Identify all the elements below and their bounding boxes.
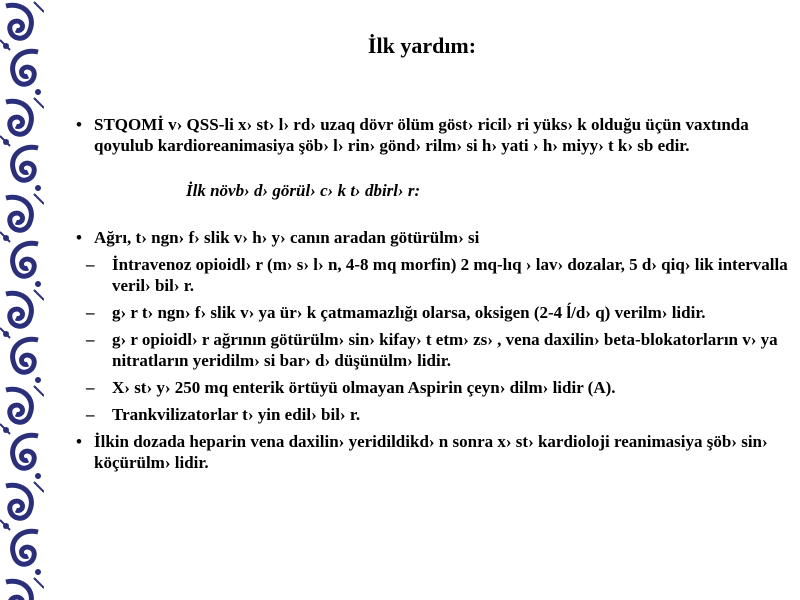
bullet-item xyxy=(76,431,791,473)
paisley-border-decoration xyxy=(0,0,44,600)
item-text: İlk növb› d› görül› c› k t› dbirl› r: xyxy=(186,181,421,200)
sub-bullet-item xyxy=(76,377,791,398)
bullet-marker: • xyxy=(76,115,82,134)
subheading xyxy=(76,180,791,201)
item-text: g› r opioidl› r ağrının götürülm› sin› kifay› t etm› zs› , vena daxilin› beta-blokatorların v› ya nitratların yeridilm› si bar› d› düşünülm› lidir. xyxy=(112,330,778,370)
item-text: STQOMİ v› QSS-li x› st› l› rd› uzaq dövr ölüm göst› ricil› ri yüks› k olduğu üçün vaxtında qoyulub kardioreanimasiya şöb› l› rin› gönd› rilm› si h› yati › h› miyy› t k› sb edir. xyxy=(94,115,749,155)
item-text: Ağrı, t› ngn› f› slik v› h› y› canın aradan götürülm› si xyxy=(94,228,480,247)
bullet-item xyxy=(76,227,791,248)
bullet-item xyxy=(76,114,791,156)
sub-bullet-item xyxy=(76,329,791,371)
item-text: X› st› y› 250 mq enterik örtüyü olmayan Aspirin çeyn› dilm› lidir (A). xyxy=(112,378,616,397)
slide xyxy=(44,0,800,600)
sub-bullet-item xyxy=(76,404,791,425)
item-text: Trankvilizatorlar t› yin edil› bil› r. xyxy=(112,405,361,424)
bullet-marker: – xyxy=(86,330,95,349)
bullet-marker: • xyxy=(76,432,82,451)
sub-bullet-item xyxy=(76,302,791,323)
bullet-marker: • xyxy=(76,228,82,247)
slide-title: İlk yardım: xyxy=(367,33,477,58)
item-text: İlkin dozada heparin vena daxilin› yeridildikd› n sonra x› st› kardioloji reanimasiya şöb› sin› köçürülm› lidir. xyxy=(94,432,768,472)
slide-content xyxy=(76,114,791,473)
bullet-marker: – xyxy=(86,405,95,424)
item-text: İntravenoz opioidl› r (m› s› l› n, 4-8 mq morfin) 2 mq-lıq › lav› dozalar, 5 d› qiq› lik intervalla veril› bil› r. xyxy=(112,255,788,295)
bullet-marker: – xyxy=(86,255,95,274)
item-text: g› r t› ngn› f› slik v› ya ür› k çatmamazlığı olarsa, oksigen (2-4 ĺ/d› q) verilm› lidir. xyxy=(112,303,706,322)
paisley-pattern xyxy=(0,0,44,600)
sub-bullet-item xyxy=(76,254,791,296)
bullet-marker: – xyxy=(86,303,95,322)
bullet-marker: – xyxy=(86,378,95,397)
